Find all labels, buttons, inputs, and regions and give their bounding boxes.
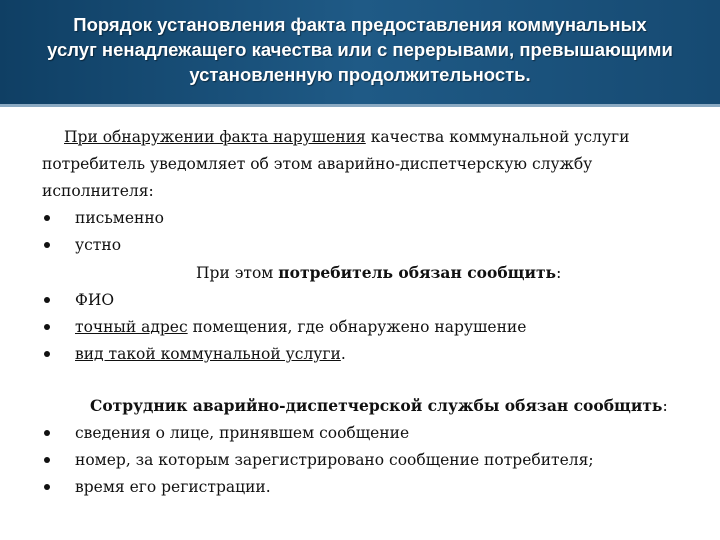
bullet-icon: [44, 457, 50, 463]
intro-underlined: При обнаружении факта нарушения: [64, 128, 366, 146]
title-line-2: услуг ненадлежащего качества или с перерывами, превышающими: [47, 39, 673, 60]
list-item: [42, 314, 697, 341]
bullet-icon: [44, 484, 50, 490]
consumer-duty-prefix: При этом: [196, 264, 279, 282]
list-item: [42, 341, 697, 368]
consumer-item-main: точный адрес: [75, 318, 188, 336]
notify-method: письменно: [75, 209, 165, 227]
list-item: [42, 205, 697, 232]
dispatcher-duty-bold: Сотрудник аварийно-диспетчерской службы обязан сообщить: [90, 396, 663, 415]
title-line-3: установленную продолжительность.: [189, 64, 531, 85]
list-item: [42, 232, 697, 259]
consumer-duty-heading: [42, 259, 697, 287]
list-item: [42, 474, 697, 501]
spacer: [42, 368, 697, 392]
list-item: [42, 447, 697, 474]
intro-paragraph: [42, 124, 697, 205]
dispatcher-item: время его регистрации.: [75, 478, 271, 496]
title-line-1: Порядок установления факта предоставления коммунальных: [73, 14, 647, 35]
bullet-icon: [44, 430, 50, 436]
slide-title: [12, 12, 708, 87]
bullet-icon: [44, 324, 50, 330]
bullet-icon: [44, 242, 50, 248]
bullet-icon: [44, 297, 50, 303]
notify-method: устно: [75, 236, 122, 254]
consumer-item-rest: помещения, где обнаружено нарушение: [187, 318, 527, 336]
bullet-icon: [44, 215, 50, 221]
consumer-item-main: ФИО: [75, 291, 115, 309]
slide-body: [42, 124, 697, 501]
consumer-item-rest: .: [340, 345, 346, 363]
bullet-icon: [44, 351, 50, 357]
list-item: [42, 287, 697, 314]
consumer-duty-suffix: :: [556, 264, 562, 282]
list-item: [42, 420, 697, 447]
dispatcher-item: сведения о лице, принявшем сообщение: [75, 424, 410, 442]
dispatcher-duty-suffix: :: [662, 397, 668, 415]
dispatcher-duty-heading: [42, 392, 697, 420]
dispatcher-item: номер, за которым зарегистрировано сообщение потребителя;: [75, 451, 594, 469]
title-bar: [0, 0, 720, 107]
consumer-item-main: вид такой коммунальной услуги: [75, 345, 341, 363]
consumer-duty-bold: потребитель обязан сообщить: [278, 263, 557, 282]
intro-rest: качества коммунальной услуги потребитель уведомляет об этом аварийно-диспетчерскую службу исполнителя:: [42, 128, 630, 200]
